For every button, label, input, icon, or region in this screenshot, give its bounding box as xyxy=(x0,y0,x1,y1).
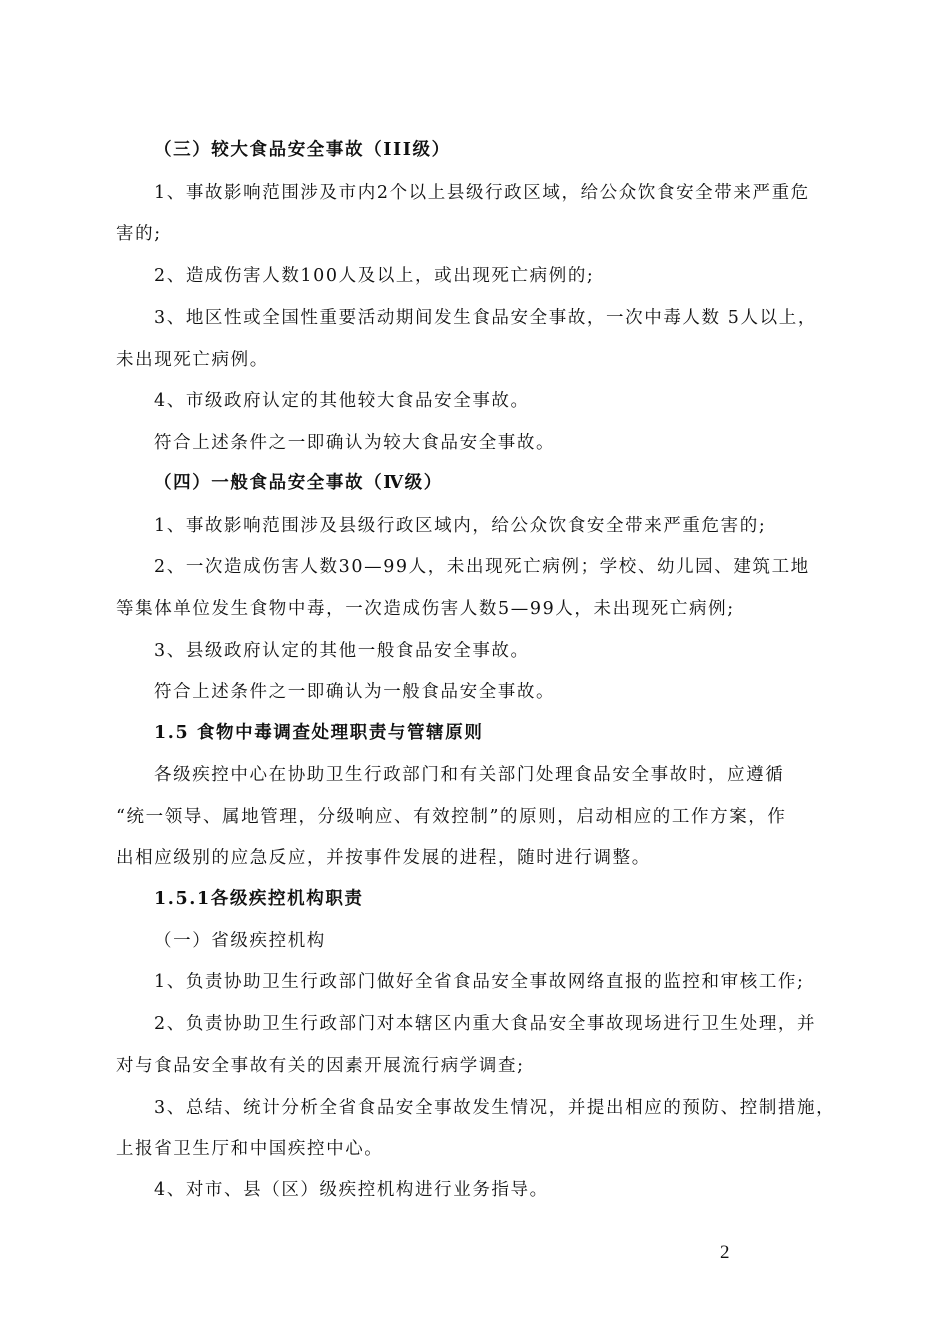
paragraph-line: 上报省卫生厅和中国疾控中心。 xyxy=(116,1139,384,1159)
paragraph-line: 出相应级别的应急反应，并按事件发展的进程，随时进行调整。 xyxy=(116,848,651,868)
paragraph-line: 2、负责协助卫生行政部门对本辖区内重大食品安全事故现场进行卫生处理，并 xyxy=(154,1014,817,1034)
section-heading-1-5: 1.5 食物中毒调查处理职责与管辖原则 xyxy=(154,723,484,743)
paragraph-line: 1、事故影响范围涉及县级行政区域内，给公众饮食安全带来严重危害的; xyxy=(154,516,767,536)
page-number: 2 xyxy=(720,1242,730,1263)
section-heading-1-5-1: 1.5.1各级疾控机构职责 xyxy=(154,889,364,909)
paragraph-line: 3、县级政府认定的其他一般食品安全事故。 xyxy=(154,641,530,661)
heading-level4-accident: （四）一般食品安全事故（Ⅳ级） xyxy=(154,473,443,493)
paragraph-line: 各级疾控中心在协助卫生行政部门和有关部门处理食品安全事故时，应遵循 xyxy=(154,765,785,785)
paragraph-line: 符合上述条件之一即确认为较大食品安全事故。 xyxy=(154,433,556,453)
paragraph-line: “统一领导、属地管理，分级响应、有效控制”的原则，启动相应的工作方案，作 xyxy=(116,807,787,827)
heading-level3-accident: （三）较大食品安全事故（III级） xyxy=(154,140,451,160)
paragraph-line: 2、造成伤害人数100人及以上，或出现死亡病例的; xyxy=(154,266,595,286)
paragraph-line: 2、一次造成伤害人数30—99人，未出现死亡病例；学校、幼儿园、建筑工地 xyxy=(154,557,810,577)
paragraph-line: 3、总结、统计分析全省食品安全事故发生情况，并提出相应的预防、控制措施， xyxy=(154,1098,836,1118)
subheading-provincial: （一）省级疾控机构 xyxy=(154,931,326,951)
paragraph-line: 3、地区性或全国性重要活动期间发生食品安全事故，一次中毒人数 5人以上， xyxy=(154,308,817,328)
paragraph-line: 1、事故影响范围涉及市内2个以上县级行政区域，给公众饮食安全带来严重危 xyxy=(154,183,810,203)
paragraph-line: 符合上述条件之一即确认为一般食品安全事故。 xyxy=(154,682,556,702)
paragraph-line: 4、市级政府认定的其他较大食品安全事故。 xyxy=(154,391,530,411)
paragraph-line: 1、负责协助卫生行政部门做好全省食品安全事故网络直报的监控和审核工作; xyxy=(154,972,805,992)
paragraph-line: 未出现死亡病例。 xyxy=(116,350,269,370)
paragraph-line: 等集体单位发生食物中毒，一次造成伤害人数5—99人，未出现死亡病例; xyxy=(116,599,735,619)
paragraph-line: 4、对市、县（区）级疾控机构进行业务指导。 xyxy=(154,1180,549,1200)
paragraph-line: 害的; xyxy=(116,224,162,244)
paragraph-line: 对与食品安全事故有关的因素开展流行病学调查; xyxy=(116,1056,525,1076)
